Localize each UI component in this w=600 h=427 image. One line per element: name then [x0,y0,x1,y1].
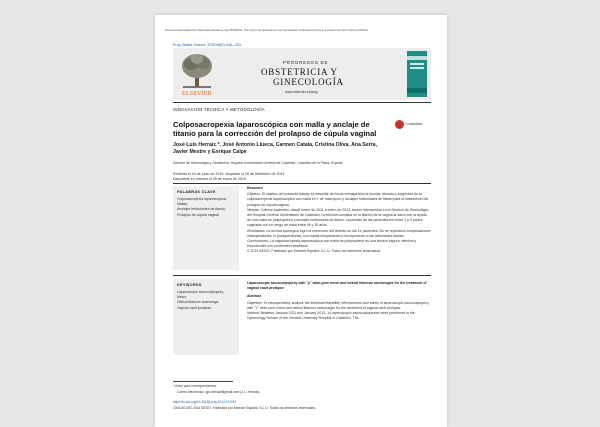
article-title-line2: titanio para la corrección del prolapso de cúpula vaginal [173,129,377,138]
article-page [155,15,447,427]
crossmark-label: CrossMark [405,122,423,126]
header-rule [173,102,431,103]
keywords-rule [173,275,431,276]
elsevier-tree-icon [179,52,215,90]
abstract-en-title: Laparoscopic sacrocolpopexy with "y" wide-pore mesh and helical titanium anchorages for the treatment of vaginal vault prolapse [247,281,427,291]
keyword-item: Prolapso de cúpula vaginal [177,212,220,217]
section-label: INNOVACIÓN TÉCNICA Y METODOLOGÍA [173,107,265,112]
keyword-item: Laparoscopic sacrocolpopexy; [177,290,225,294]
journal-header [173,48,431,100]
abstract-es-objective: Objetivo: El objetivo del presente trabajo es describir de forma retrospectiva la técnica, eficacia y seguridad de la colposacropexia laparoscópica con malla en Y de macroporo y anclajes helicoidales de titanio para el tratamiento del prolapso de cúpula vaginal. [247,192,429,207]
authors-line1: José Luis Herraiz *, José Antonio Llueca, Carmen Catala, Cristina Oliva, Ana Serra, [173,142,378,148]
abstract-en-method: Method: Between January 2011 and January 2013, 14 laparoscopic sacrocolpopexies were performed in the Gynecology Service of the General University Hospital of Castellón. The [247,311,415,321]
keyword-item: Vaginal vault prolapse [177,305,212,310]
elsevier-logo [179,52,215,96]
download-note: Document downloaded from http://www.elsevier.es, day 04/05/2017. This copy is for personal use. Any transmission of this document by any media or format is strictly prohibited. [165,29,369,32]
abstract-en-objective: Objective: To retrospectively analyze the technical feasibility, effectiveness and safety of laparoscopic sacrocolpopexy with "Y" wide-pore mesh and helical titanium anchorages for the treatment of vaginal vault prolapse. [247,300,429,310]
keywords-es-list [177,197,237,218]
article-title-line1: Colposacropexia laparoscópica con malla y anclaje de [173,120,370,129]
journal-title-line2: OBSTETRICIA Y [261,67,338,77]
keywords-en-box [173,279,239,355]
journal-title-line3: GINECOLOGÍA [273,77,344,87]
keyword-item: Anclajes helicoidales de titanio; [177,207,226,212]
online-date: Disponible en Internet el 25 de enero de 2015 [173,177,246,181]
keywords-en-list [177,290,237,311]
abstract-es-heading: Resumen [247,186,263,190]
keyword-item: Mesh; [177,295,187,300]
footnote-doi[interactable]: http://dx.doi.org/10.1016/j.pog.2014.12.005 [173,400,236,404]
abstract-en [247,281,431,321]
abstract-es [247,186,431,255]
keyword-item: Mallas; [177,202,189,207]
abstract-en-heading: Abstract [247,294,262,299]
keywords-es-title: PALABRAS CLAVE [177,190,216,194]
authors-line2: Javier Mestre y Enrique Calpe [173,149,247,155]
journal-citation[interactable]: Prog Obstet Ginecol. 2015;58(5):246—251 [173,43,242,47]
crossmark-badge[interactable] [395,119,425,131]
publisher-name: ELSEVIER [182,91,212,97]
keywords-es-box [173,186,239,270]
received-date: Recibido el 24 de junio de 2014; aceptado el 16 de diciembre de 2014 [173,172,285,176]
abstract-es-copyright: © 2014 SEGO. Publicado por Elsevier España, S.L.U. Todos los derechos reservados. [247,249,382,254]
journal-title-line1: PROGRESOS DE [283,60,329,65]
journal-url[interactable]: www.elsevier.es/pog [285,90,318,94]
affiliation: Servicio de Ginecología y Obstetricia, Hospital Universitario General de Castellón, Castellón de la Plana, España [173,161,343,165]
keywords-en-title: KEYWORDS [177,283,202,287]
abstract-es-results: Resultados: La técnica quirúrgica logró la corrección del defecto en las 14 pacientes. No se reportaron complicaciones intraoperatorias, ni postoperatorias, con rápida recuperación e incorporación a las actividades diarias. [247,228,431,238]
footnote-corresponding: * Autor para correspondencia. [173,384,217,388]
keyword-item: Helical titanium anchorage; [177,300,220,305]
footnote-issn: 0304-5013/© 2014 SEGO. Publicado por Elsevier España, S.L.U. Todos los derechos reservados. [173,406,316,410]
footnote-rule [173,381,233,382]
abstract-es-method: Método: Catorce pacientes, desde enero de 2011 a enero de 2013, fueron intervenidas en el Servicio de Ginecología del Hospital General Universitario de Castellón. La técnica consistía en la fijación de la vagina al sacro con la ayuda de una malla de polipropileno y anclajes helicoidales de titanio. La paridad de las pacientes fue entre 1 y 3 partos vaginales con un rango de edad entre 49 y 78 años. [247,207,429,228]
journal-cover-image [407,51,427,97]
abstract-es-conclusions: Conclusiones: La colposacropexia laparoscópica con malla de polipropileno es una técnica segura, efectiva y reproducible con excelentes resultados. [247,239,417,249]
crossmark-icon [395,120,404,129]
footnote-email[interactable]: Correo electrónico: jgs.herraiz@gmail.com (J.L. Herraiz). [177,390,261,394]
abstract-rule [173,183,431,184]
keyword-item: Colposacropexia laparoscópica; [177,197,227,201]
